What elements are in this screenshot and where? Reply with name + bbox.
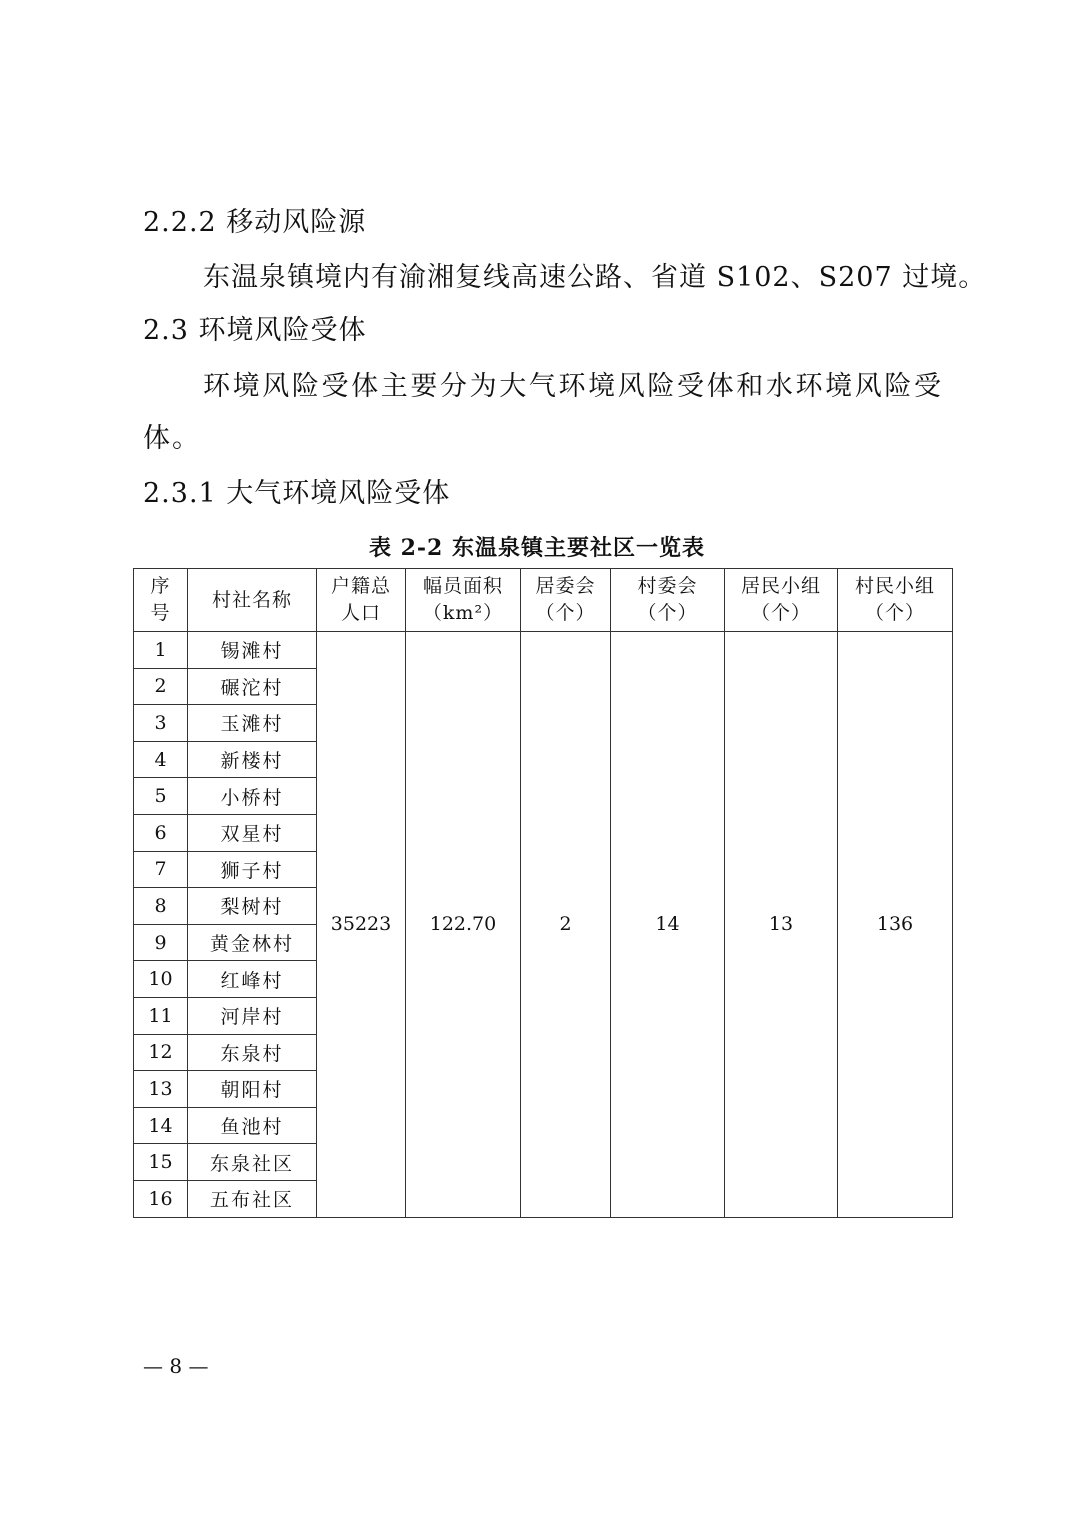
row-seq: 5: [134, 778, 188, 815]
row-name: 东泉社区: [188, 1144, 317, 1181]
row-seq: 8: [134, 888, 188, 925]
row-seq: 9: [134, 924, 188, 961]
row-seq: 15: [134, 1144, 188, 1181]
row-name: 黄金林村: [188, 924, 317, 961]
row-name: 碾沱村: [188, 668, 317, 705]
table-header-row: [134, 569, 953, 632]
row-seq: 10: [134, 961, 188, 998]
row-seq: 4: [134, 741, 188, 778]
row-name: 新楼村: [188, 741, 317, 778]
header-population: 户籍总 人口: [317, 569, 406, 632]
header-villager-groups: 村民小组 （个）: [838, 569, 953, 632]
row-name: 东泉村: [188, 1034, 317, 1071]
row-seq: 12: [134, 1034, 188, 1071]
row-seq: 3: [134, 705, 188, 742]
row-name: 河岸村: [188, 997, 317, 1034]
row-seq: 13: [134, 1071, 188, 1108]
row-name: 鱼池村: [188, 1107, 317, 1144]
row-name: 朝阳村: [188, 1071, 317, 1108]
page-number: — 8 —: [143, 1354, 209, 1378]
total-villager-groups: 136: [838, 632, 953, 1218]
paragraph-risk-receptor: 环境风险受体主要分为大气环境风险受体和水环境风险受体。: [143, 371, 943, 454]
total-residents-committee: 2: [521, 632, 611, 1218]
row-seq: 11: [134, 997, 188, 1034]
row-name: 小桥村: [188, 778, 317, 815]
row-seq: 6: [134, 814, 188, 851]
table-row: [134, 632, 953, 669]
section-heading-2-3: 2.3 环境风险受体: [143, 315, 367, 346]
table-caption: 表 2-2 东温泉镇主要社区一览表: [368, 535, 706, 561]
row-name: 五布社区: [188, 1180, 317, 1217]
header-village-committee: 村委会 （个）: [611, 569, 725, 632]
row-name: 锡滩村: [188, 632, 317, 669]
row-name: 狮子村: [188, 851, 317, 888]
total-resident-groups: 13: [725, 632, 838, 1218]
header-residents-committee: 居委会 （个）: [521, 569, 611, 632]
section-heading-2-3-1: 2.3.1 大气环境风险受体: [143, 478, 451, 509]
total-area: 122.70: [406, 632, 521, 1218]
row-name: 梨树村: [188, 888, 317, 925]
row-seq: 1: [134, 632, 188, 669]
community-table: [133, 568, 953, 1218]
row-seq: 7: [134, 851, 188, 888]
row-seq: 16: [134, 1180, 188, 1217]
row-seq: 2: [134, 668, 188, 705]
header-resident-groups: 居民小组 （个）: [725, 569, 838, 632]
header-area: 幅员面积 （km²）: [406, 569, 521, 632]
row-name: 红峰村: [188, 961, 317, 998]
paragraph-mobile-risk: 东温泉镇境内有渝湘复线高速公路、省道 S102、S207 过境。: [203, 262, 987, 293]
section-heading-2-2-2: 2.2.2 移动风险源: [143, 207, 367, 238]
header-name: 村社名称: [188, 569, 317, 632]
row-name: 玉滩村: [188, 705, 317, 742]
total-village-committee: 14: [611, 632, 725, 1218]
row-name: 双星村: [188, 814, 317, 851]
header-seq: 序 号: [134, 569, 188, 632]
row-seq: 14: [134, 1107, 188, 1144]
total-population: 35223: [317, 632, 406, 1218]
